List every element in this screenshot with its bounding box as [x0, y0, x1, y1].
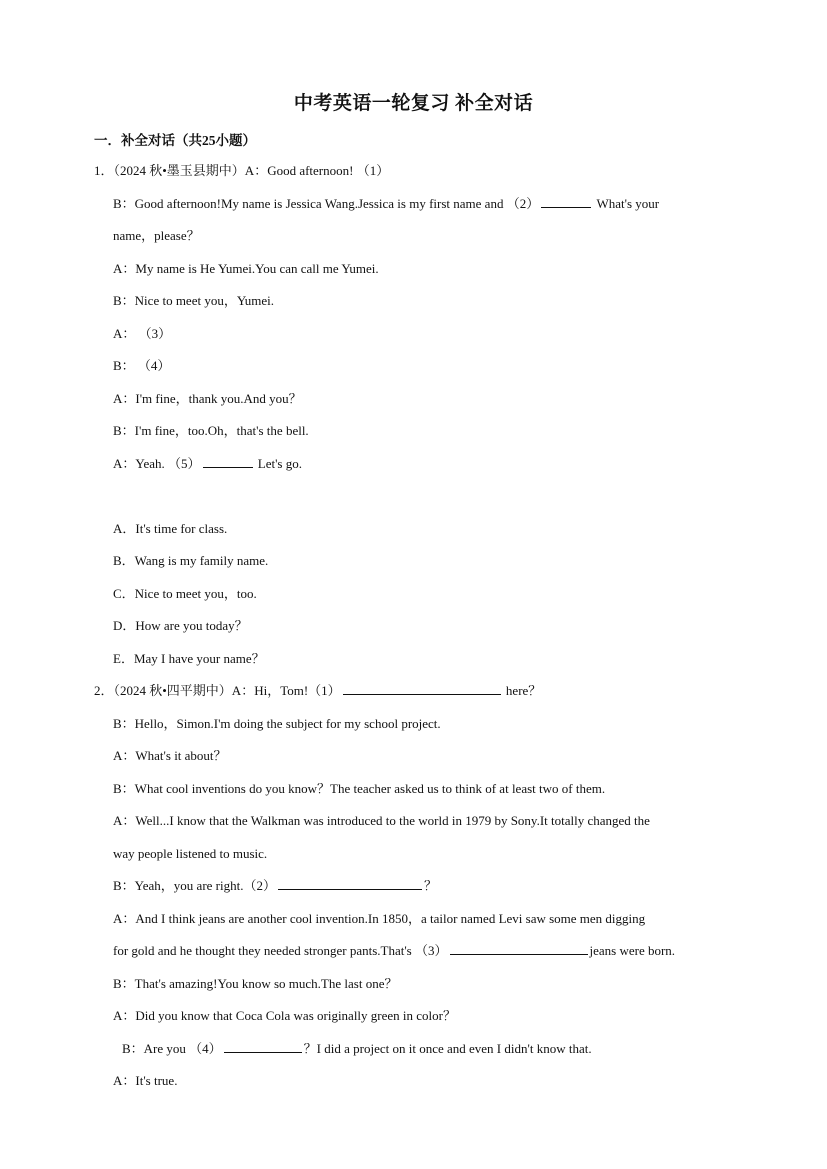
q1-line-1: B：Good afternoon!My name is Jessica Wang.Jessica is my first name and （2） What's your [113, 196, 660, 211]
q2-line-9: B：That's amazing!You know so much.The last one？ [113, 976, 398, 991]
q2-line-5: way people listened to music. [113, 846, 268, 861]
q1-line-3: A：My name is He Yumei.You can call me Yumei. [113, 261, 379, 276]
q2-head: 2．（2024 秋•四平期中）A：Hi，Tom!（1） here？ [94, 683, 542, 698]
q1-line-2: name，please？ [113, 228, 200, 243]
q1-option-b: B．Wang is my family name. [113, 553, 269, 568]
blank-4[interactable] [224, 1040, 302, 1053]
q1-head: 1．（2024 秋•墨玉县期中）A：Good afternoon! （1） [94, 163, 390, 178]
q1-line-8: B：I'm fine，too.Oh，that's the bell. [113, 423, 309, 438]
q1-option-d: D．How are you today？ [113, 618, 248, 633]
blank-1[interactable] [343, 682, 501, 695]
blank-5[interactable] [203, 455, 253, 468]
q2-line-8: for gold and he thought they needed stronger pants.That's （3） jeans were born. [113, 943, 676, 958]
q1-line-4: B：Nice to meet you，Yumei. [113, 293, 275, 308]
q2-line-11: B：Are you （4） ？I did a project on it once and even I didn't know that. [122, 1041, 592, 1056]
page-title: 中考英语一轮复习 补全对话 [293, 93, 534, 114]
q1-line-5: A： （3） [113, 326, 172, 341]
q2-line-2: A：What's it about？ [113, 748, 227, 763]
section-heading: 一．补全对话（共25小题） [94, 133, 256, 148]
q2-line-1: B：Hello，Simon.I'm doing the subject for my school project. [113, 716, 441, 731]
q1-option-a: A．It's time for class. [113, 521, 228, 536]
q2-line-10: A：Did you know that Coca Cola was originally green in color？ [113, 1008, 456, 1023]
blank-2[interactable] [278, 877, 422, 890]
q1-line-9: A：Yeah. （5） Let's go. [113, 456, 302, 471]
q1-line-6: B： （4） [113, 358, 171, 373]
blank-2[interactable] [541, 195, 591, 208]
q2-line-12: A：It's true. [113, 1073, 178, 1088]
q1-line-7: A：I'm fine，thank you.And you？ [113, 391, 302, 406]
q2-line-7: A：And I think jeans are another cool invention.In 1850，a tailor named Levi saw some men digging [113, 911, 646, 926]
q1-option-e: E．May I have your name？ [113, 651, 265, 666]
q2-line-4: A：Well...I know that the Walkman was introduced to the world in 1979 by Sony.It totally changed the [113, 813, 650, 828]
q1-option-c: C．Nice to meet you，too. [113, 586, 257, 601]
blank-3[interactable] [450, 942, 588, 955]
q2-line-6: B：Yeah，you are right.（2） ？ [113, 878, 437, 893]
q2-line-3: B：What cool inventions do you know？The teacher asked us to think of at least two of them. [113, 781, 606, 796]
